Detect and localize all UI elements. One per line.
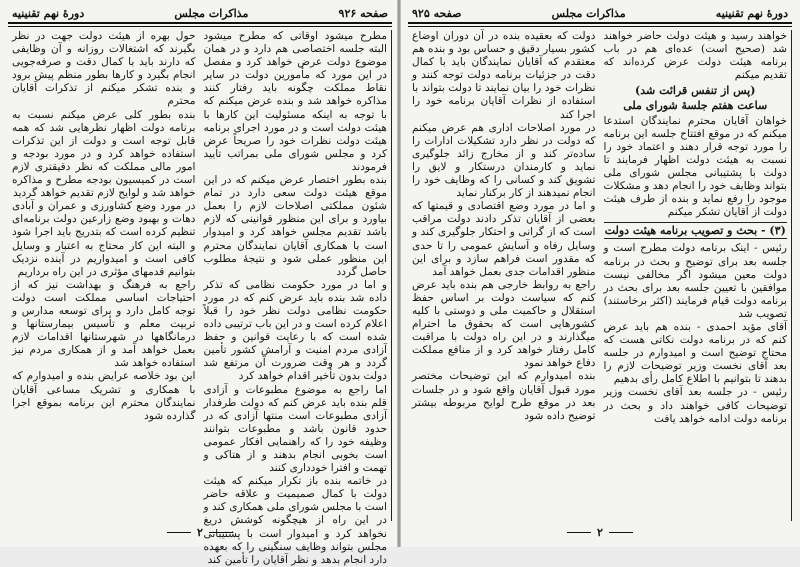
paragraph: رئیس - در جلسه بعد آقای نخست وزیر توضیحات کافی خواهند داد و بحث در برنامه دولت ادامه خواهد یافت [603, 386, 787, 425]
footer-dash-right [209, 532, 233, 533]
paragraph: خواهان آقایان محترم نمایندگان استدعا میکنم که در موقع افتتاح جلسه این برنامه را مورد توجه قرار دهند و اعتماد خود را نسبت به هیئت دولت اظهار فرمایند تا دولت با پشتیبانی مجلس شورای ملی بتواند وظایف خود را انجام دهد و مشکلات موجود را رفع نماید و بنده از طرف هیئت دولت از آقایان تشکر میکنم [603, 114, 787, 219]
left-column-1 [200, 30, 393, 566]
footer-dash-right [609, 532, 633, 533]
section-heading: ساعت هفتم جلسهٔ شورای ملی [623, 99, 768, 113]
paragraph: بنده امیدوارم که این توضیحات مختصر مورد قبول آقایان واقع شود و در جلسات بعد در موقع طرح لوایح مربوطه بیشتر توضیح داده شود [412, 370, 596, 422]
right-page-number: ۲ [597, 525, 603, 539]
right-header-rule [408, 26, 792, 27]
paragraph: بنده بطور کلی عرض میکنم نسبت به برنامه دولت اظهار نظرهایی شد که همه قابل توجه است و دولت از این تذکرات استفاده خواهد کرد و در مورد بودجه و امور مالی مملکت که نظر دقیقتری لازم است در کمیسیون بودجه مطرح و مذاکره خواهد شد و لوایح لازم تقدیم خواهد گردید [12, 108, 196, 200]
right-header-term: دورهٔ نهم تقنینیه [715, 6, 788, 20]
section-note: (پس از تنفس قرائت شد) [635, 84, 756, 98]
left-page-footer [8, 525, 392, 539]
left-header-journal: مذاکرات مجلس [174, 6, 249, 20]
right-column-2 [600, 30, 793, 521]
paragraph: بنده بطور اختصار عرض میکنم که در این موقع هیئت دولت سعی دارد در تمام شئون مملکتی اصلاحات لازم را بعمل بیاورد و برای این منظور قوانینی که لازم باشد تقدیم مجلس خواهد کرد و امیدوار است با همکاری آقایان نمایندگان محترم این منظور عملی شود و نتیجهٔ مطلوب حاصل گردد [203, 174, 387, 278]
left-column-2 [8, 30, 200, 521]
paragraph: رئیس - اینک برنامه دولت مطرح است و جلسه بعد برای توضیح و بحث در برنامه دولت معین میشود اگر مخالفی نیست موافقین با تعیین جلسه بعد برای بحث در برنامه دولت قیام فرمایند (اکثر برخاستند) تصویب شد [603, 242, 787, 320]
right-page-columns [408, 30, 792, 521]
paragraph: دولت که بعقیده بنده در آن دوران اوضاع کشور بسیار دقیق و حساس بود و بنده هم معتقدم که آقایان نمایندگان باید با کمال دقت در جزئیات برنامه دولت توجه کنند و نظرات خود را بیان نمایند تا دولت بتواند با استفاده از نظرات آقایان برنامه خود را اجرا کند [412, 30, 596, 121]
right-page-header [408, 4, 792, 24]
paragraph: اما راجع به موضوع مطبوعات و آزادی قلم بنده باید عرض کنم که دولت طرفدار آزادی مطبوعات است منتها آزادی که در حدود قانون باشد و مطبوعات بتوانند وظیفه خود را که راهنمایی افکار عمومی است بخوبی انجام بدهند و از هتاکی و تهمت و افترا خودداری کنند [203, 383, 387, 475]
right-page-footer [408, 525, 792, 539]
right-page [400, 0, 800, 547]
paragraph: مطرح میشود اوقاتی که مطرح میشود البته جلسه اختصاصی هم دارد و در همان موضوع دولت عرض خواهد کرد و مفصل در این مورد که مأمورین دولت در سایر نقاط مملکت چگونه باید رفتار کنند مذاکره خواهد شد و بنده عرض میکنم که با توجه به اینکه مسئولیت این کارها با هیئت دولت است و در مورد اجرای برنامه هیئت دولت نظرات خود را صریحاً عرض کرد و مجلس شورای ملی بمراتب تأیید فرمودند [203, 30, 387, 173]
paragraph: راجع به فرهنگ و بهداشت نیز که از احتیاجات اساسی مملکت است دولت توجه کامل دارد و برای توسعه مدارس و تربیت معلم و تأسیس بیمارستانها و درمانگاهها در شهرستانها اقدامات لازم بعمل خواهد آمد و از همکاری مردم نیز استفاده خواهد شد [12, 278, 196, 370]
left-page-columns [8, 30, 392, 566]
left-header-page-label: صفحه ۹۲۶ [338, 6, 388, 20]
right-header-journal: مذاکرات مجلس [551, 6, 626, 20]
left-header-rule [8, 26, 392, 27]
paragraph: حول بهره از هیئت دولت جهت در نظر بگیرند که اشتغالات روزانه و آن وظایفی که دارند باید با کمال دقت و صرفه‌جویی انجام بگیرد و کارها بطور منظم پیش برود و بنده تشکر میکنم از تذکرات آقایان محترم [12, 30, 196, 108]
paragraph: و اما در مورد حکومت نظامی که تذکر داده شد بنده باید عرض کنم که در مورد حکومت نظامی دولت نظر خود را قبلاً اعلام کرده است و در این باب ترتیبی داده شده است که با رعایت قوانین و حفظ آزادی مردم امنیت و آرامش کشور تأمین گردد و هر وقت ضرورت آن مرتفع شد دولت بدون تأخیر اقدام خواهد کرد [203, 278, 387, 383]
agenda-heading: (۳) - بحث و تصویب برنامه هیئت دولت [604, 222, 788, 239]
paragraph: و اما در مورد وضع اقتصادی و قیمتها که بعضی از آقایان تذکر دادند دولت مراقب است که از گرانی و احتکار جلوگیری کند و وسایل رفاه و آسایش عمومی را تا حدی که مقدور است فراهم سازد و برای این منظور اقدامات جدی بعمل خواهد آمد [412, 200, 596, 278]
paragraph: این بود خلاصه عرایض بنده و امیدوارم که با همکاری و تشریک مساعی آقایان نمایندگان محترم این برنامه بموقع اجرا گذارده شود [12, 370, 196, 422]
paragraph: آقای مؤید احمدی - بنده هم باید عرض کنم که در برنامه دولت نکاتی هست که محتاج توضیح است و امیدوارم در جلسه بعد آقای نخست وزیر توضیحات لازم را بدهند تا بتوانیم با اطلاع کامل رأی بدهیم [603, 320, 787, 386]
footer-dash-left [567, 532, 591, 533]
paragraph: در خاتمه بنده باز تکرار میکنم که هیئت دولت با کمال صمیمیت و علاقه حاضر است با مجلس شورای ملی همکاری کند و در این راه از هیچگونه کوشش دریغ نخواهد کرد و امیدوار است با پشتیبانی مجلس بتواند وظایف سنگینی را که بعهده دارد انجام بدهد و نظر آقایان را تأمین کند [203, 475, 387, 566]
paragraph: در مورد اصلاحات اداری هم عرض میکنم که دولت در نظر دارد تشکیلات ادارات را ساده‌تر کند و از مخارج زائد جلوگیری نماید و کارمندان درستکار و لایق را تشویق کند و کسانی را که وظایف خود را انجام نمیدهند از کار برکنار نماید [412, 121, 596, 200]
footer-dash-left [167, 532, 191, 533]
paragraph: خواهند رسید و هیئت دولت حاضر خواهند شد (صحیح است) عده‌ای هم در باب برنامه هیئت دولت عرض کرده‌اند که تقدیم میکنم [603, 30, 787, 82]
left-page-number: ۲ [197, 525, 203, 539]
paragraph: در مورد وضع کشاورزی و عمران و آبادی دهات و بهبود وضع زارعین دولت برنامه‌ای تنظیم کرده است که بتدریج باید اجرا شود و البته این کار محتاج به اعتبار و وسایل کافی است و امیدواریم در آینده نزدیک بتوانیم قدمهای مؤثری در این راه برداریم [12, 200, 196, 278]
left-header-term: دورهٔ نهم تقنینیه [12, 6, 85, 20]
right-header-page-label: صفحه ۹۲۵ [412, 6, 462, 20]
left-page [0, 0, 398, 566]
paragraph: راجع به روابط خارجی هم بنده باید عرض کنم که سیاست دولت بر اساس حفظ استقلال و حاکمیت ملی و دوستی با کلیه کشورهایی است که بحقوق ما احترام میگذارند و در این راه دولت با مراقبت کامل رفتار خواهد کرد و از منافع مملکت دفاع خواهد نمود [412, 278, 596, 370]
left-page-header [8, 4, 392, 24]
right-column-1 [408, 30, 600, 521]
